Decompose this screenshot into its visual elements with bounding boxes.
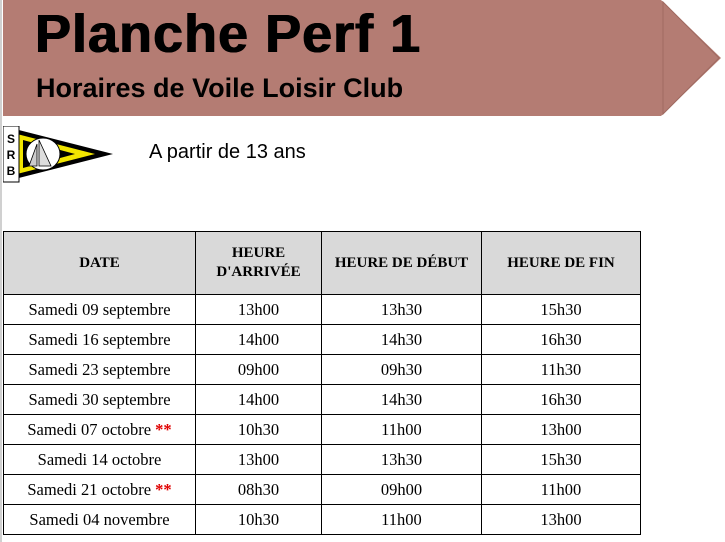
start-time-cell: 11h00 — [322, 505, 482, 535]
schedule-body — [4, 295, 641, 535]
end-time-cell: 11h30 — [482, 355, 641, 385]
date-cell — [4, 445, 196, 475]
table-row — [4, 355, 641, 385]
logo-letter-s: S — [6, 132, 16, 146]
date-cell — [4, 475, 196, 505]
date-cell — [4, 355, 196, 385]
date-text: Samedi 16 septembre — [28, 329, 171, 349]
date-text: Samedi 30 septembre — [28, 389, 171, 409]
start-time-cell: 13h30 — [322, 445, 482, 475]
date-text: Samedi 07 octobre — [27, 419, 152, 439]
date-cell — [4, 505, 196, 535]
club-pennant-logo — [3, 126, 115, 184]
table-row — [4, 385, 641, 415]
start-time-cell: 11h00 — [322, 415, 482, 445]
arrival-time-cell: 14h00 — [196, 385, 322, 415]
table-header-row — [4, 232, 641, 295]
date-text: Samedi 23 septembre — [28, 359, 171, 379]
table-row — [4, 415, 641, 445]
date-cell — [4, 385, 196, 415]
end-time-cell: 13h00 — [482, 505, 641, 535]
arrival-time-cell: 10h30 — [196, 415, 322, 445]
arrival-time-cell: 10h30 — [196, 505, 322, 535]
column-header-start: HEURE DE DÉBUT — [322, 232, 482, 295]
arrival-time-cell: 09h00 — [196, 355, 322, 385]
arrival-time-cell: 14h00 — [196, 325, 322, 355]
table-row — [4, 295, 641, 325]
start-time-cell: 14h30 — [322, 385, 482, 415]
date-text: Samedi 14 octobre — [37, 449, 162, 469]
end-time-cell: 16h30 — [482, 325, 641, 355]
date-cell — [4, 415, 196, 445]
arrival-time-cell: 08h30 — [196, 475, 322, 505]
start-time-cell: 09h30 — [322, 355, 482, 385]
age-requirement: A partir de 13 ans — [149, 141, 306, 163]
start-time-cell: 13h30 — [322, 295, 482, 325]
schedule-table — [3, 231, 641, 535]
special-date-marker: ** — [155, 479, 172, 499]
arrival-time-cell: 13h00 — [196, 295, 322, 325]
title-banner — [3, 0, 721, 116]
table-row — [4, 445, 641, 475]
arrival-time-cell: 13h00 — [196, 445, 322, 475]
date-cell — [4, 325, 196, 355]
page-subtitle: Horaires de Voile Loisir Club — [36, 73, 404, 103]
date-text: Samedi 04 novembre — [29, 509, 170, 529]
page-edge — [0, 0, 2, 542]
start-time-cell: 09h00 — [322, 475, 482, 505]
table-row — [4, 505, 641, 535]
end-time-cell: 15h30 — [482, 295, 641, 325]
special-date-marker: ** — [155, 419, 172, 439]
page-title: Planche Perf 1 — [35, 4, 422, 64]
logo-letter-b: B — [6, 164, 16, 178]
end-time-cell: 16h30 — [482, 385, 641, 415]
logo-letter-r: R — [6, 148, 16, 162]
column-header-end: HEURE DE FIN — [482, 232, 641, 295]
table-row — [4, 475, 641, 505]
date-cell — [4, 295, 196, 325]
table-row — [4, 325, 641, 355]
end-time-cell: 11h00 — [482, 475, 641, 505]
date-text: Samedi 09 septembre — [28, 299, 171, 319]
column-header-date: DATE — [4, 232, 196, 295]
date-text: Samedi 21 octobre — [27, 479, 152, 499]
column-header-arrival: HEURE D'ARRIVÉE — [196, 232, 322, 295]
start-time-cell: 14h30 — [322, 325, 482, 355]
end-time-cell: 15h30 — [482, 445, 641, 475]
end-time-cell: 13h00 — [482, 415, 641, 445]
